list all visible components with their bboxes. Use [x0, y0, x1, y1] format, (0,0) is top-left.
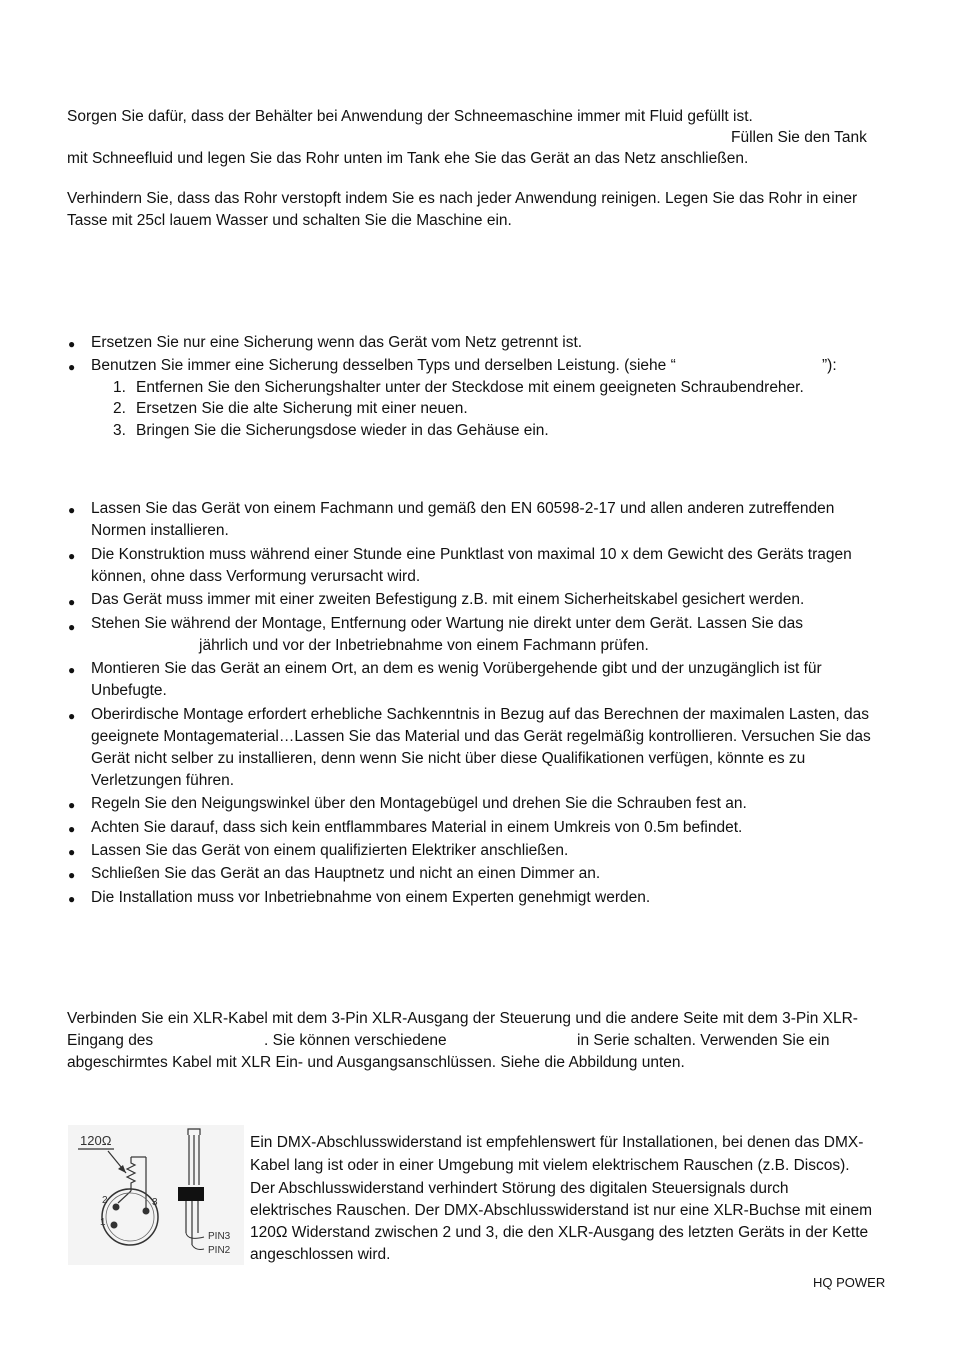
mounting-line: Unbefugte. [91, 682, 167, 699]
mounting-line: Stehen Sie während der Montage, Entfernung oder Wartung nie direkt unter dem Gerät. Lassen Sie das [91, 615, 803, 632]
mounting-line: Achten Sie darauf, dass sich kein entflammbares Material in einem Umkreis von 0.5m befindet. [91, 819, 743, 836]
terminator-text-line: Kabel lang ist oder in einer Umgebung mit vielem elektrischem Rauschen (z.B. Discos). [250, 1157, 850, 1174]
plug-body [178, 1187, 204, 1201]
cleaning-paragraph-line-2: Tasse mit 25cl lauem Wasser und schalten Sie die Maschine ein. [67, 212, 512, 229]
mounting-line: Gerät nicht selber zu installieren, denn wenn Sie nicht über diese Qualifikationen verfügen, könnte es zu [91, 750, 806, 767]
dmx-paragraph-line-2a: Eingang des [67, 1032, 154, 1049]
mounting-line: Die Konstruktion muss während einer Stunde eine Punktlast von maximal 10 x dem Gewicht des Geräts tragen [91, 546, 852, 563]
mounting-line: Regeln Sie den Neigungswinkel über den Montagebügel und drehen Sie die Schrauben fest an. [91, 795, 747, 812]
mounting-line: Schließen Sie das Gerät an das Hauptnetz und nicht an einen Dimmer an. [91, 865, 601, 882]
pin2-label: PIN2 [208, 1245, 231, 1256]
cleaning-paragraph-line-1: Verhindern Sie, dass das Rohr verstopft indem Sie es nach jeder Anwendung reinigen. Legen Sie das Rohr in einer [67, 190, 858, 207]
fuse-step-3: Bringen Sie die Sicherungsdose wieder in das Gehäuse ein. [136, 422, 549, 439]
pin-3-dot [143, 1208, 150, 1215]
step-number: 3. [113, 422, 126, 439]
resistor-label: 120Ω [80, 1133, 112, 1148]
mounting-line: können, ohne dass Verformung verursacht wird. [91, 568, 421, 585]
mounting-line: Oberirdische Montage erfordert erhebliche Sachkenntnis in Bezug auf das Berechnen der maximalen Lasten, das [91, 706, 870, 723]
dmx-paragraph-line-1: Verbinden Sie ein XLR-Kabel mit dem 3-Pin XLR-Ausgang der Steuerung und die andere Seite mit dem 3-Pin XLR- [67, 1010, 858, 1027]
fluid-paragraph-line-1: Sorgen Sie dafür, dass der Behälter bei Anwendung der Schneemaschine immer mit Fluid gefüllt ist. [67, 108, 753, 125]
mounting-line: Lassen Sie das Gerät von einem Fachmann und gemäß den EN 60598-2-17 und allen anderen zutreffenden [91, 500, 835, 517]
fuse-bullet-1: Ersetzen Sie nur eine Sicherung wenn das Gerät vom Netz getrennt ist. [91, 334, 583, 351]
footer-brand: HQ POWER [813, 1275, 886, 1290]
terminator-text-line: angeschlossen wird. [250, 1246, 391, 1263]
pin-1-dot [111, 1222, 118, 1229]
mounting-line: Die Installation muss vor Inbetriebnahme von einem Experten genehmigt werden. [91, 889, 651, 906]
pin-1-number: 1 [100, 1217, 106, 1228]
mounting-line: Das Gerät muss immer mit einer zweiten Befestigung z.B. mit einem Sicherheitskabel gesichert werden. [91, 591, 805, 608]
bullet-dot: ● [68, 868, 76, 882]
bullet-dot: ● [68, 798, 76, 812]
bullet-dot: ● [68, 822, 76, 836]
xlr-terminator-diagram [68, 1125, 244, 1265]
fuse-step-2: Ersetzen Sie die alte Sicherung mit einer neuen. [136, 400, 468, 417]
fuse-bullet-2-closing: ”): [822, 357, 837, 374]
bullet-dot: ● [68, 595, 76, 609]
bullet-dot: ● [68, 892, 76, 906]
mounting-line: jährlich und vor der Inbetriebnahme von einem Fachmann prüfen. [199, 637, 649, 654]
bullet-dot: ● [68, 709, 76, 723]
mounting-line: Montieren Sie das Gerät an einem Ort, an dem es wenig Vorübergehende gibt und der unzugänglich ist für [91, 660, 822, 677]
pin-2-dot [113, 1204, 120, 1211]
terminator-text-line: Ein DMX-Abschlusswiderstand ist empfehlenswert für Installationen, bei denen das DMX- [250, 1134, 864, 1151]
mounting-line: Verletzungen führen. [91, 772, 235, 789]
terminator-text-line: Der Abschlusswiderstand verhindert Störung des digitalen Steuersignals durch [250, 1180, 789, 1197]
bullet-dot: ● [68, 337, 76, 351]
pin-3-number: 3 [152, 1197, 158, 1208]
pin-2-number: 2 [102, 1195, 108, 1206]
terminator-text-line: 120Ω Widerstand zwischen 2 und 3, die den XLR-Ausgang des letzten Geräts in der Kette [250, 1224, 869, 1241]
step-number: 1. [113, 379, 126, 396]
step-number: 2. [113, 400, 126, 417]
bullet-dot: ● [68, 663, 76, 677]
bullet-dot: ● [68, 620, 76, 634]
fluid-paragraph-line-3: mit Schneefluid und legen Sie das Rohr unten im Tank ehe Sie das Gerät an das Netz anschließen. [67, 150, 749, 167]
fluid-paragraph-line-2: Füllen Sie den Tank [731, 129, 867, 146]
mounting-line: geeignete Montagematerial…Lassen Sie das Material und das Gerät regelmäßig kontrollieren. Versuchen Sie das [91, 728, 871, 745]
fuse-step-1: Entfernen Sie den Sicherungshalter unter der Steckdose mit einem geeigneten Schraubendreher. [136, 379, 804, 396]
dmx-paragraph-line-2b: . Sie können verschiedene [264, 1032, 447, 1049]
mounting-line: Normen installieren. [91, 522, 229, 539]
bullet-dot: ● [68, 360, 76, 374]
dmx-paragraph-line-2c: in Serie schalten. Verwenden Sie ein [577, 1032, 830, 1049]
bullet-dot: ● [68, 845, 76, 859]
dmx-paragraph-line-3: abgeschirmtes Kabel mit XLR Ein- und Ausgangsanschlüssen. Siehe die Abbildung unten. [67, 1054, 685, 1071]
fuse-bullet-2: Benutzen Sie immer eine Sicherung desselben Typs und derselben Leistung. (siehe “ [91, 357, 676, 374]
bullet-dot: ● [68, 549, 76, 563]
terminator-text-line: elektrisches Rauschen. Der DMX-Abschlusswiderstand ist nur eine XLR-Buchse mit einem [250, 1202, 872, 1219]
pin3-label: PIN3 [208, 1231, 231, 1242]
mounting-line: Lassen Sie das Gerät von einem qualifizierten Elektriker anschließen. [91, 842, 569, 859]
bullet-dot: ● [68, 503, 76, 517]
